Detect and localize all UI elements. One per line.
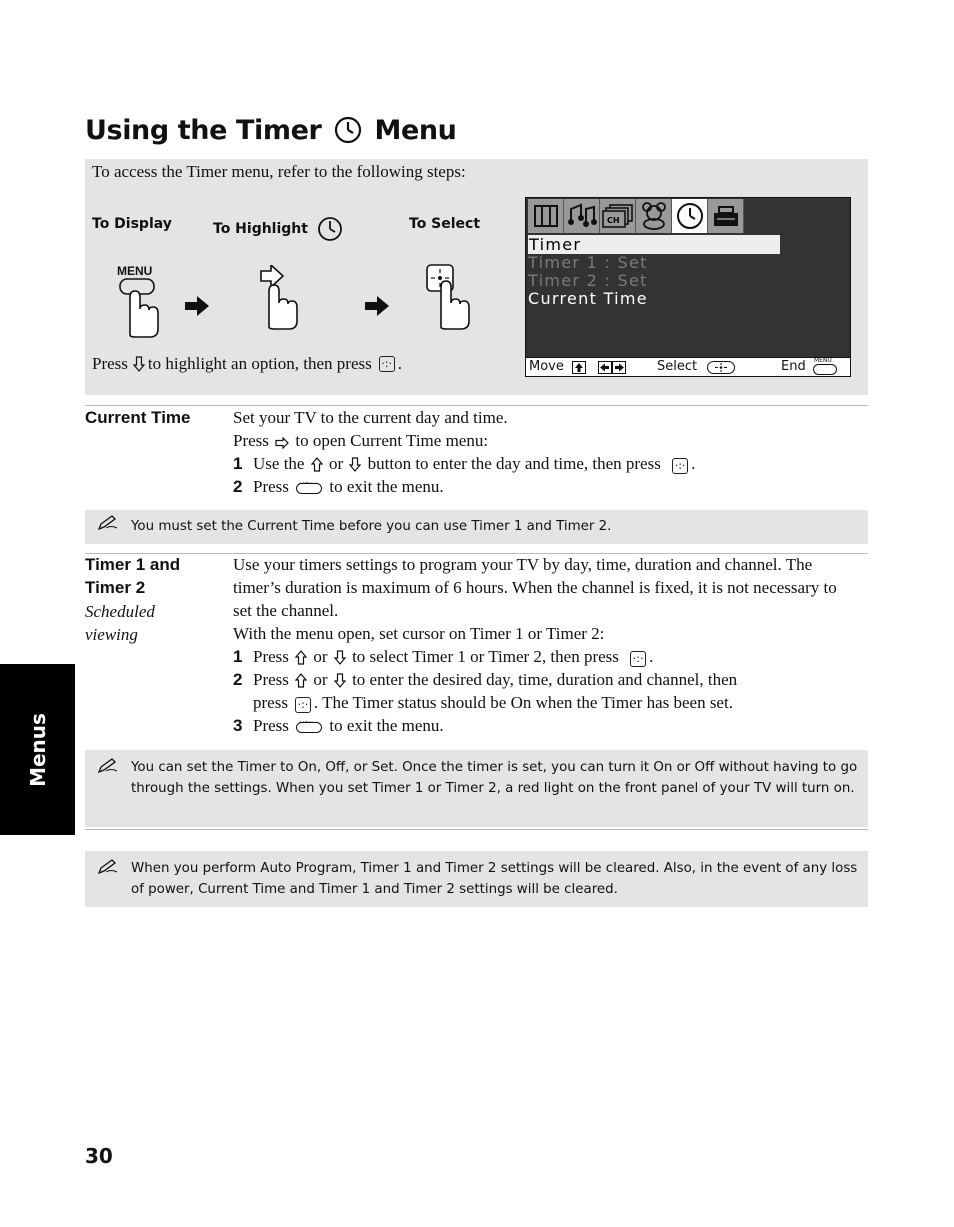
section-divider xyxy=(85,829,868,830)
current-time-term: Current Time xyxy=(85,408,191,427)
osd-move-label: Move xyxy=(529,359,564,374)
timer-step-3: 3 Press to exit the menu. xyxy=(233,716,444,735)
clock-icon xyxy=(334,116,362,144)
up-arrow-key-icon xyxy=(572,361,586,374)
timer-paragraph: With the menu open, set cursor on Timer 1 or Timer 2: xyxy=(233,624,605,643)
page-title xyxy=(85,110,457,150)
press-text: . xyxy=(397,354,402,373)
timer-body xyxy=(233,553,858,737)
arrow-down-icon xyxy=(349,457,361,472)
timer-term: Timer 1 and Timer 2 xyxy=(85,555,181,597)
arrow-up-icon xyxy=(311,457,323,472)
title-text-start: Using the Timer xyxy=(85,114,322,146)
timer-paragraph: Use your timers settings to program your TV by day, time, duration and channel. The timer’s duration is maximum of 6 hours. When the channel is fixed, it is not necessary to set the channel. xyxy=(233,555,837,620)
step-label-highlight-wrap xyxy=(213,216,343,242)
menu-button-hand-icon xyxy=(118,277,164,341)
arrow-right-icon xyxy=(365,296,389,316)
timer-menu-screen xyxy=(525,197,851,377)
current-time-line: Set your TV to the current day and time. xyxy=(233,408,508,427)
menu-button-label: MENU xyxy=(117,264,153,278)
select-button-icon: ·:· xyxy=(379,356,395,372)
parent-menu-icon xyxy=(636,199,672,233)
osd-select-label: Select xyxy=(657,359,698,374)
select-button-icon: ·:· xyxy=(295,697,311,713)
channel-menu-icon xyxy=(600,199,636,233)
page-number: 30 xyxy=(85,1144,113,1168)
select-button-icon: ·:· xyxy=(672,458,688,474)
osd-item-timer1: Timer 1 : Set xyxy=(528,253,648,272)
note-box xyxy=(85,851,868,907)
arrow-up-icon xyxy=(295,650,307,665)
timer-menu-icon xyxy=(672,199,708,233)
section-tab-label: Menus xyxy=(25,712,50,787)
timer-step-1: 1 Press or to select Timer 1 or Timer 2, then press ·:· . xyxy=(233,647,654,666)
arrow-right-icon xyxy=(275,437,289,449)
arrow-down-icon xyxy=(334,673,346,688)
step-label-select: To Select xyxy=(409,216,481,232)
select-button-hand-icon xyxy=(425,263,475,333)
note-box xyxy=(85,510,868,544)
pencil-note-icon xyxy=(97,859,119,875)
audio-menu-icon xyxy=(564,199,600,233)
arrow-up-icon xyxy=(295,673,307,688)
menu-button-icon xyxy=(296,718,322,734)
timer-subtitle: Scheduled viewing xyxy=(85,602,155,644)
note-box xyxy=(85,750,868,827)
osd-menu-small-label: MENU xyxy=(814,357,832,364)
note-text: You must set the Current Time before you can use Timer 1 and Timer 2. xyxy=(131,519,612,534)
clock-icon xyxy=(317,216,343,242)
menu-button-icon xyxy=(296,479,322,495)
svg-text:CH: CH xyxy=(606,216,620,225)
press-instruction xyxy=(92,354,402,374)
note-text: You can set the Timer to On, Off, or Set. Once the timer is set, you can turn it On or Off without having to go through the settings. When you set Timer 1 or Timer 2, a red light on the front panel of your TV will turn on. xyxy=(131,760,858,796)
access-intro: To access the Timer menu, refer to the following steps: xyxy=(92,162,466,181)
current-time-step-2: 2 Press to exit the menu. xyxy=(233,477,444,496)
osd-end-label: End xyxy=(781,359,806,374)
step-label-highlight: To Highlight xyxy=(213,221,308,237)
menu-button-icon xyxy=(813,364,837,375)
current-time-step-1: 1 Use the or button to enter the day and time, then press ·:· . xyxy=(233,454,696,473)
press-text: Press xyxy=(92,354,128,373)
osd-item-timer2: Timer 2 : Set xyxy=(528,271,648,290)
select-button-icon xyxy=(707,361,735,374)
current-time-body xyxy=(233,406,858,498)
step-label-display: To Display xyxy=(92,216,172,232)
joystick-hand-icon xyxy=(257,265,307,333)
osd-help-bar xyxy=(526,357,850,376)
video-menu-icon xyxy=(528,199,564,233)
pencil-note-icon xyxy=(97,515,119,531)
timer-step-2: 2 Press or to enter the desired day, time, duration and channel, then press ·:· . The Timer status should be On when the Timer has been set. xyxy=(233,670,738,712)
current-time-line: Press to open Current Time menu: xyxy=(233,431,489,450)
section-tab xyxy=(0,664,75,835)
note-text: When you perform Auto Program, Timer 1 and Timer 2 settings will be cleared. Also, in the event of any loss of power, Current Time and Timer 1 and Timer 2 settings will be cleared. xyxy=(131,861,858,897)
arrow-right-icon xyxy=(185,296,209,316)
arrow-down-icon xyxy=(133,356,145,372)
press-text: to highlight an option, then press xyxy=(147,354,372,373)
arrow-down-icon xyxy=(334,650,346,665)
title-text-end: Menu xyxy=(374,114,457,146)
osd-item-timer: Timer xyxy=(528,235,780,254)
osd-item-current-time: Current Time xyxy=(528,289,648,308)
select-button-icon: ·:· xyxy=(630,651,646,667)
setup-menu-icon xyxy=(708,199,744,233)
left-right-arrow-keys-icon xyxy=(598,361,626,374)
pencil-note-icon xyxy=(97,758,119,774)
access-steps-box xyxy=(85,159,868,395)
osd-menu-icons xyxy=(528,199,744,233)
